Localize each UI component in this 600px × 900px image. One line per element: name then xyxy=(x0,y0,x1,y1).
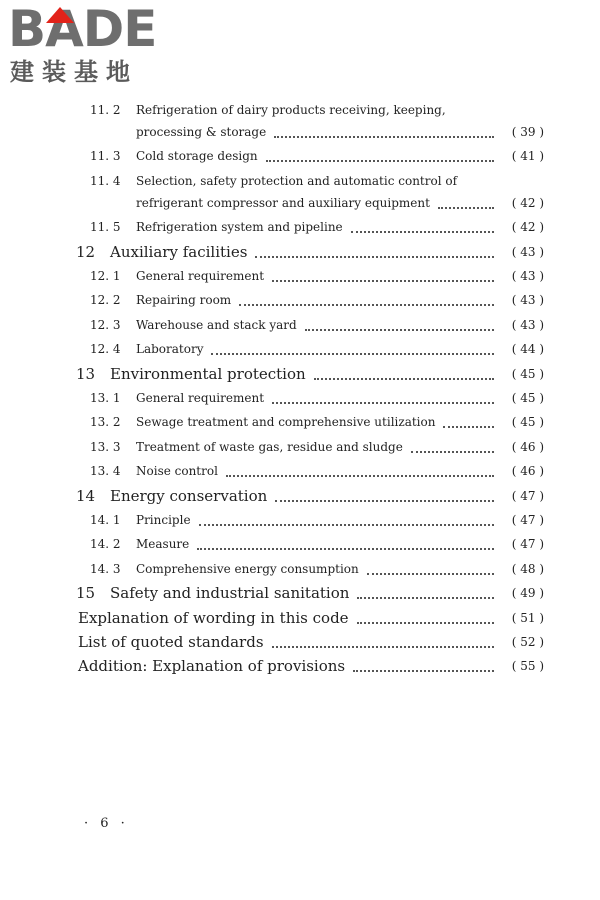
entry-number: 14 xyxy=(76,487,96,505)
entry-title: Explanation of wording in this code xyxy=(78,609,349,627)
toc-entry-11-4[interactable] xyxy=(90,169,544,193)
leader-dots xyxy=(357,622,494,624)
entry-page: ( 43 ) xyxy=(511,269,544,283)
entry-page: ( 39 ) xyxy=(511,125,544,139)
entry-title: Sewage treatment and comprehensive utilization xyxy=(136,415,436,429)
leader-dots xyxy=(274,136,494,138)
entry-title: Treatment of waste gas, residue and sludge xyxy=(136,440,403,454)
entry-page: ( 55 ) xyxy=(511,659,544,673)
toc-entry-11-3[interactable] xyxy=(90,144,544,168)
entry-page: ( 47 ) xyxy=(511,537,544,551)
entry-number: 14. 3 xyxy=(90,562,121,576)
toc-entry-13-1[interactable] xyxy=(90,386,544,410)
leader-dots xyxy=(438,207,494,209)
toc-entry-11-2-cont[interactable] xyxy=(136,120,544,144)
leader-dots xyxy=(272,280,494,282)
leader-dots xyxy=(351,231,494,233)
entry-page: ( 43 ) xyxy=(511,293,544,307)
entry-title: List of quoted standards xyxy=(78,633,264,651)
entry-number: 12. 3 xyxy=(90,318,121,332)
toc-entry-11-5[interactable] xyxy=(90,215,544,239)
leader-dots xyxy=(314,378,494,380)
entry-number: 13. 4 xyxy=(90,464,121,478)
toc-entry-13-4[interactable] xyxy=(90,459,544,483)
page-number: · 6 · xyxy=(84,816,129,831)
entry-number: 11. 2 xyxy=(90,103,121,117)
leader-dots xyxy=(197,548,494,550)
entry-number: 14. 1 xyxy=(90,513,121,527)
leader-dots xyxy=(357,597,494,599)
entry-page: ( 44 ) xyxy=(511,342,544,356)
publisher-logo xyxy=(8,0,178,88)
leader-dots xyxy=(272,402,494,404)
toc-entry-13-3[interactable] xyxy=(90,435,544,459)
entry-page: ( 47 ) xyxy=(511,513,544,527)
toc-entry-11-2[interactable] xyxy=(90,98,544,122)
entry-title: refrigerant compressor and auxiliary equipment xyxy=(136,196,430,210)
entry-title: Laboratory xyxy=(136,342,204,356)
entry-page: ( 42 ) xyxy=(511,196,544,210)
entry-number: 15 xyxy=(76,584,96,602)
entry-title: Principle xyxy=(136,513,191,527)
leader-dots xyxy=(305,329,494,331)
entry-number: 11. 5 xyxy=(90,220,121,234)
entry-number: 12. 2 xyxy=(90,293,121,307)
leader-dots xyxy=(443,426,494,428)
entry-number: 13. 2 xyxy=(90,415,121,429)
toc-entry-15[interactable] xyxy=(76,581,544,605)
toc-entry-14-2[interactable] xyxy=(90,532,544,556)
logo-accent-triangle xyxy=(46,7,74,23)
entry-title: Noise control xyxy=(136,464,218,478)
entry-page: ( 52 ) xyxy=(511,635,544,649)
entry-page: ( 51 ) xyxy=(511,611,544,625)
entry-title: processing & storage xyxy=(136,125,267,139)
entry-title: Selection, safety protection and automatic control of xyxy=(136,174,458,188)
toc-entry-13[interactable] xyxy=(76,362,544,386)
entry-title: Warehouse and stack yard xyxy=(136,318,297,332)
entry-title: Environmental protection xyxy=(110,365,306,383)
leader-dots xyxy=(275,500,494,502)
entry-page: ( 48 ) xyxy=(511,562,544,576)
leader-dots xyxy=(353,670,494,672)
toc-entry-13-2[interactable] xyxy=(90,410,544,434)
leader-dots xyxy=(211,353,494,355)
entry-number: 12. 1 xyxy=(90,269,121,283)
entry-page: ( 43 ) xyxy=(511,318,544,332)
entry-page: ( 46 ) xyxy=(511,464,544,478)
entry-page: ( 45 ) xyxy=(511,415,544,429)
entry-page: ( 45 ) xyxy=(511,391,544,405)
entry-number: 11. 3 xyxy=(90,149,121,163)
entry-title: General requirement xyxy=(136,391,265,405)
toc-entry-12-3[interactable] xyxy=(90,313,544,337)
leader-dots xyxy=(266,160,494,162)
leader-dots xyxy=(239,304,494,306)
logo-subtitle: 建装基地 xyxy=(10,58,138,86)
entry-number: 13. 3 xyxy=(90,440,121,454)
toc-entry-addition[interactable] xyxy=(78,654,544,678)
entry-title: Measure xyxy=(136,537,190,551)
entry-title: Refrigeration system and pipeline xyxy=(136,220,343,234)
entry-page: ( 47 ) xyxy=(511,489,544,503)
entry-title: Addition: Explanation of provisions xyxy=(78,657,346,675)
toc-entry-12-4[interactable] xyxy=(90,337,544,361)
entry-number: 13 xyxy=(76,365,96,383)
toc-entry-11-4-cont[interactable] xyxy=(136,191,544,215)
entry-number: 12. 4 xyxy=(90,342,121,356)
entry-page: ( 49 ) xyxy=(511,586,544,600)
entry-title: Cold storage design xyxy=(136,149,258,163)
toc-entry-12[interactable] xyxy=(76,240,544,264)
entry-number: 13. 1 xyxy=(90,391,121,405)
entry-page: ( 41 ) xyxy=(511,149,544,163)
leader-dots xyxy=(411,451,494,453)
entry-title: Safety and industrial sanitation xyxy=(110,584,350,602)
leader-dots xyxy=(272,646,494,648)
entry-page: ( 45 ) xyxy=(511,367,544,381)
leader-dots xyxy=(226,475,494,477)
toc-entry-14-3[interactable] xyxy=(90,557,544,581)
entry-page: ( 42 ) xyxy=(511,220,544,234)
entry-number: 14. 2 xyxy=(90,537,121,551)
entry-number: 11. 4 xyxy=(90,174,121,188)
toc-entry-12-1[interactable] xyxy=(90,264,544,288)
logo-wordmark: BADE xyxy=(8,0,157,58)
toc-entry-12-2[interactable] xyxy=(90,288,544,312)
entry-page: ( 46 ) xyxy=(511,440,544,454)
entry-number: 12 xyxy=(76,243,96,261)
entry-title: Comprehensive energy consumption xyxy=(136,562,359,576)
entry-title: General requirement xyxy=(136,269,265,283)
entry-title: Repairing room xyxy=(136,293,232,307)
entry-page: ( 43 ) xyxy=(511,245,544,259)
entry-title: Energy conservation xyxy=(110,487,268,505)
leader-dots xyxy=(255,256,494,258)
entry-title: Refrigeration of dairy products receiving, keeping, xyxy=(136,103,446,117)
leader-dots xyxy=(199,524,494,526)
entry-title: Auxiliary facilities xyxy=(110,243,248,261)
toc-entry-14[interactable] xyxy=(76,484,544,508)
leader-dots xyxy=(367,573,494,575)
toc-entry-14-1[interactable] xyxy=(90,508,544,532)
toc-entry-quoted-standards[interactable] xyxy=(78,630,544,654)
toc-entry-explanation-of-wording[interactable] xyxy=(78,606,544,630)
